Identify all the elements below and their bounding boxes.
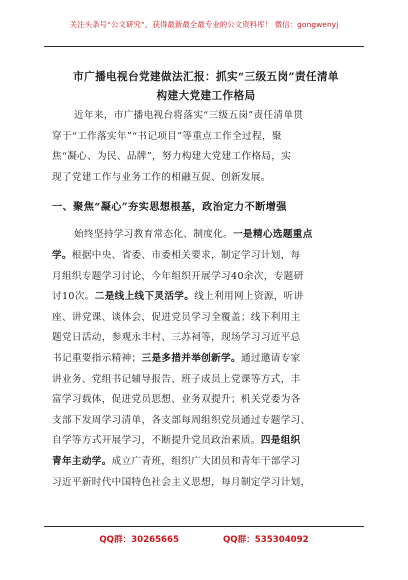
body-text: 讨10次。 bbox=[52, 291, 95, 303]
section-1-body bbox=[52, 225, 360, 493]
body-line bbox=[52, 287, 360, 308]
intro-paragraph bbox=[52, 106, 360, 188]
body-line bbox=[52, 431, 360, 452]
emphasis-text: 四是组织 bbox=[260, 435, 301, 447]
emphasis-text: 一是精心选题重点 bbox=[233, 229, 313, 241]
body-text: 自学等方式开展学习，不断提升党员政治素质。 bbox=[52, 435, 261, 447]
document-page bbox=[52, 46, 360, 493]
body-text: 通过邀请专家 bbox=[240, 352, 301, 364]
page-header bbox=[44, 0, 364, 47]
emphasis-text: 学。 bbox=[52, 249, 72, 261]
footer-qq-group-1: QQ群：30265665 bbox=[99, 535, 179, 545]
intro-line: 穿于“工作落实年”“书记项目”等重点工作全过程，聚 bbox=[52, 130, 282, 142]
body-line: 座、讲党课、谈体会，促进党员学习全覆盖；线下利用主 bbox=[52, 311, 301, 323]
body-line bbox=[52, 225, 360, 246]
emphasis-text: 青年主动学。 bbox=[52, 455, 112, 467]
intro-line: 焦“凝心、为民、品牌”，努力构建大党建工作格局，实 bbox=[52, 151, 292, 163]
body-line: 讲业务、党组书记辅导报告、班子成员上党课等方式，丰 bbox=[52, 373, 301, 385]
emphasis-text: 三是多措并举创新学。 bbox=[141, 352, 241, 364]
body-text: 线上利用网上资源，听讲 bbox=[194, 291, 304, 303]
body-line: 支部下发周学习清单，各支部每周组织党员通过专题学习、 bbox=[52, 414, 311, 426]
body-line bbox=[52, 349, 360, 370]
body-text: 始终坚持学习教育常态化、制度化。 bbox=[74, 229, 234, 241]
page-footer bbox=[44, 526, 364, 551]
footer-qq-group-2: QQ群：535304092 bbox=[223, 535, 309, 545]
body-line: 题党日活动，参观永丰村、三苏祠等，现场学习习近平总 bbox=[52, 332, 301, 344]
document-title bbox=[52, 68, 360, 106]
body-line: 习近平新时代中国特色社会主义思想，每月制定学习计划， bbox=[52, 476, 311, 488]
emphasis-text: 二是线上线下灵活学。 bbox=[94, 291, 195, 303]
body-text: 成立广青班，组织广大团员和青年干部学习 bbox=[111, 455, 301, 467]
body-line: 富学习载体，促进党员思想、业务双提升；机关党委为各 bbox=[52, 394, 301, 406]
intro-line: 现了党建工作与业务工作的相融互促、创新发展。 bbox=[52, 171, 271, 183]
title-line-2: 构建大党建工作格局 bbox=[156, 90, 256, 102]
body-line bbox=[52, 452, 360, 473]
body-text: 根据中央、省委、市委相关要求，制定学习计划，每 bbox=[71, 249, 301, 261]
intro-line: 近年来，市广播电视台将落实“三级五岗”责任清单贯 bbox=[74, 110, 304, 121]
title-line-1: 市广播电视台党建做法汇报：抓实“三级五岗”责任清单 bbox=[73, 71, 339, 83]
section-heading-1: 一、聚焦“凝心”夯实思想根基，政治定力不断增强 bbox=[52, 201, 287, 214]
header-promo-text: 关注头条号“公文研究”，获得最新最全最专业的公文资料库！ 微信：gongwenyj bbox=[69, 19, 339, 29]
body-text: 书记重要指示精神； bbox=[52, 352, 142, 364]
body-line bbox=[52, 246, 360, 267]
body-line: 月组织专题学习讨论，今年组织开展学习40余次，专题研 bbox=[52, 270, 304, 282]
